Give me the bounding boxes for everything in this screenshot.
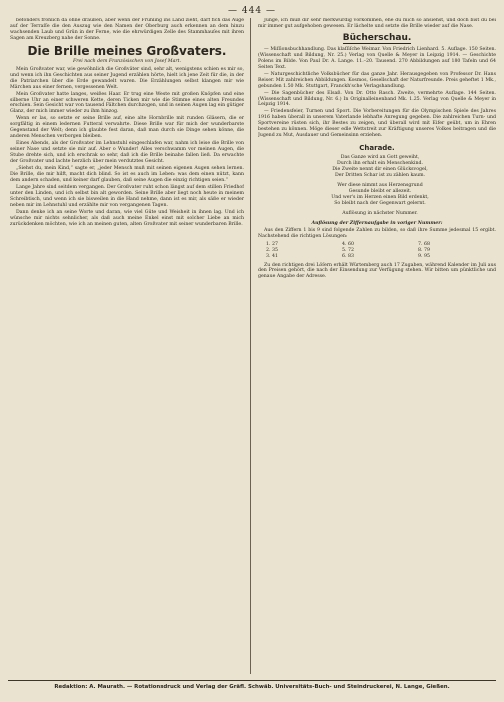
answer-cell: 6. 83 xyxy=(342,253,354,259)
poem-line: Der Dritten Schar ist zu zählen kaum. xyxy=(334,173,426,179)
article-byline: Frei nach dem Französischen von Josef Mart. xyxy=(72,58,182,64)
footer-rule xyxy=(8,680,496,681)
article-title: Die Brille meines Großvaters. xyxy=(27,43,227,58)
book-entry: — Naturgeschichtliche Volksbücher für das ganze Jahr. Herausgegeben von Professor Dr. Hans Reiser. Mit zahlreichen Abbildungen. Kosmos, Gesellschaft der Naturfreunde. Preis geheftet 1 Mk., gebunden 1.50 Mk. Stuttgart, Franckh'sche Verlagshandlung. xyxy=(258,71,496,89)
article-paragraph: „Siehst du, mein Kind,“ sagte er, „jeder Mensch muß mit seinen eigenen Augen sehen lernen. Die Brille, die mir hilft, macht dich blind. So ist es auch im Leben: was dem einen nützt, kann dem andern schaden, und keiner darf glauben, daß seine Augen die einzig richtigen seien.“ xyxy=(10,166,244,183)
right-column xyxy=(258,18,496,674)
poem-line: Durch ihn erhalt ein Menschenkind. xyxy=(337,161,423,167)
book-entry: — Friedensfeier, Turnen und Sport. Die Vorbereitungen für die Olympischen Spiele des Jahres 1916 haben überall in unserem Vaterlande lebhafte Anregung gegeben. Die zahlreichen Turn- und Sportvereine rüsten sich, ihr Bestes zu zeigen, und überall wird mit Eifer geübt, um in Ehren bestehen zu können. Möge dieser edle Wettstreit zur Kräftigung unseres Volkes beitragen und die Jugend zu Mut, Ausdauer und Gemeinsinn erziehen. xyxy=(258,109,496,139)
article-paragraph: Eines Abends, als der Großvater im Lehnstuhl eingeschlafen war, nahm ich leise die Brille von seiner Nase und setzte sie mir auf. Aber o Wunder! Alles verschwamm vor meinen Augen, die Stube drehte sich, und ich erschrak so sehr, daß ich die Brille beinahe fallen ließ. Da erwachte der Großvater und lachte herzlich über mein verdutztes Gesicht. xyxy=(10,141,244,165)
answer-cell: 3. 41 xyxy=(266,253,278,259)
poem-note: Auflösung in nächster Nummer. xyxy=(342,210,418,216)
article-paragraph: Mein Großvater hatte langes, weißes Haar. Er trug eine Weste mit großen Knöpfen und eine silberne Uhr an einer schweren Kette, deren Ticken mir wie die Stimme eines alten Freundes erschien. Sein Gesicht war von tausend Fältchen durchzogen, und in seinen Augen lag ein gütiger Glanz, der mich immer wieder zu ihm hinzog. xyxy=(10,91,244,115)
answer-grid xyxy=(266,242,488,260)
article-paragraph: Mein Großvater war, wie gewöhnlich die Großväter sind, sehr alt, wenigstens schien es mir so, und wenn ich ihn Geschichten aus seiner Jugend erzählen hörte, hielt ich jene Zeit für die, in der die Patriarchen über die Erde gewandelt waren. Die Erzählungen selbst klangen mir wie Märchen aus einer fernen, vergessenen Welt. xyxy=(10,66,244,90)
answer-cell: 2. 35 xyxy=(266,247,278,253)
answer-cell: 7. 68 xyxy=(418,241,430,247)
book-entry: — Die Sagenbücher des Elsaß. Von Dr. Otto Rasch. Zweite, vermehrte Auflage. 144 Seiten. (Wissenschaft und Bildung, Nr. 6.) In Originalleinenband Mk. 1.25. Verlag von Quelle & Meyer in Leipzig 1914. xyxy=(258,90,496,108)
article-paragraph: Wenn er las, so setzte er seine Brille auf, eine alte Hornbrille mit runden Gläsern, die er sorgfältig in einem ledernen Futteral verwahrte. Diese Brille war für mich der wunderbarste Gegenstand der Welt; denn ich glaubte fest daran, daß man durch sie Dinge sehen könne, die anderen Menschen verborgen bleiben. xyxy=(10,116,244,140)
poem-title: Charade. xyxy=(359,144,395,153)
poem-line: Wer diese nimmt aus Herzensgrund xyxy=(337,183,423,189)
imprint-footer: Redaktion: A. Maurath. — Rotationsdruck und Verlag der Gräfl. Schwäb. Universitäts-Buch- und Steindruckerei, N. Lange, Gießen. xyxy=(54,684,450,690)
article-paragraph: Dann denke ich an seine Worte und daran, wie viel Güte und Weisheit in ihnen lag. Und ich wünsche mir nichts sehnlicher, als daß auch meine Enkel einst mit solcher Liebe an mich zurückdenken möchten, wie ich an meinen guten, alten Großvater mit seiner wunderbaren Brille. xyxy=(10,209,244,227)
poem-line: Die Zweite nennt dir einen Glücksvogel, xyxy=(332,167,428,173)
book-entry: — Miſſionsbuchhandlung. Das klaſſiſche Weimar. Von Friedrich Lienhard. 5. Auflage. 150 Seiten. (Wissenschaft und Bildung, Nr. 25.) Verlag von Quelle & Meyer in Leipzig 1914. — Geschichte Polens im Bilde. Von Paul Dr. A. Lange. 11.–20. Tausend. 270 Abbildungen auf 180 Tafeln und 64 Seiten Text. xyxy=(258,46,496,70)
poem-line: Gesunde bleibt er allezeit. xyxy=(348,188,412,194)
answer-title: Auflösung der Ziffernaufgabe in voriger Nummer: xyxy=(311,220,443,226)
answer-cell: 1. 27 xyxy=(266,241,278,247)
answer-cell: 4. 60 xyxy=(342,241,354,247)
answer-cell: 8. 79 xyxy=(418,247,430,253)
poem-line: Das Ganze wird an Gott geweiht, xyxy=(340,155,420,161)
column-divider xyxy=(250,18,251,674)
poem-verse xyxy=(258,183,496,207)
answer-cell: 9. 95 xyxy=(418,253,430,259)
answer-cell: 5. 72 xyxy=(342,247,354,253)
poem-line: Und wer's im Herzen einen Bild erdenkt, xyxy=(331,194,429,200)
answer-text: Aus den Ziffern 1 bis 9 sind folgende Zahlen zu bilden, so daß ihre Summe jedesmal 15 ergibt. Nachstehend die richtigen Lösungen: xyxy=(258,227,496,239)
page-number: — 444 — xyxy=(228,6,276,16)
right-intro-paragraph: Junge, ich muß dir sehr merkwürdig vorkommen, ehe du mich so ansiehst, und doch bist du bei mir immer gut aufgehoben gewesen. Er lächelte und setzte die Brille wieder auf die Nase. xyxy=(258,18,496,29)
answer-closing: Zu den richtigen drei Löſern erhält Würtemberg auch 17 Zugaben, während Kalender im Juli aus den Preisen gehört, die nach der Einsendung zur Verfügung stehen. Wir bitten um pünktliche und genaue Angabe der Adresse. xyxy=(258,262,496,280)
poem-verse xyxy=(258,155,496,179)
section-title xyxy=(258,32,496,44)
section-title-text: Bücherschau. xyxy=(342,32,412,43)
left-intro-paragraph: befonders fröhlich da ohne draußen, aber wenn der Frühling ins Land zieht, darf fich das Auge auf der Terraſſe die den Auszug wie den Namen der Oberburg auch erkennen an dem hinzu wachsenden Laub und Grün in der Ferne, wie die ehrwürdigen Zelle des Stammhauſes mit ihren Sagen am Kreuzberg nahe der Sonne. xyxy=(10,18,244,41)
left-column xyxy=(10,18,244,674)
article-paragraph: Lange Jahre sind seitdem vergangen. Der Großvater ruht schon längst auf dem stillen Friedhof unter den Linden, und ich selbst bin alt geworden. Seine Brille aber liegt noch heute in meinem Schreibtisch, und wenn ich sie bisweilen in die Hand nehme, dann ist es mir, als säße er wieder neben mir im Lehnstuhl und erzählte mir von vergangenen Tagen. xyxy=(10,184,244,208)
poem-line: So bleibt nach der Gegenwart gelernt. xyxy=(334,200,426,206)
